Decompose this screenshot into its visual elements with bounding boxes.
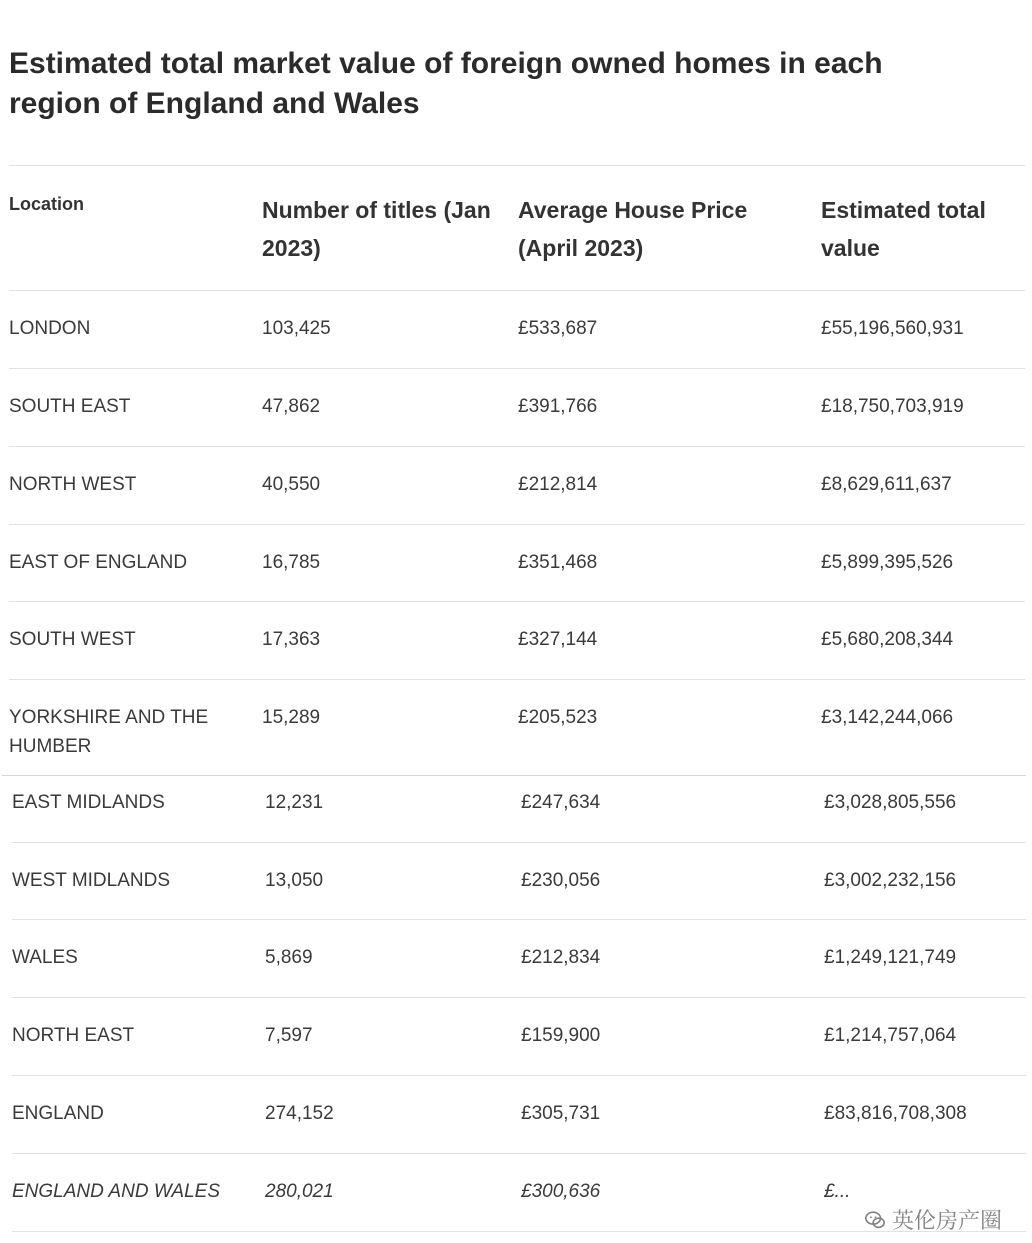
header-titles: Number of titles (Jan 2023) [262, 197, 491, 261]
cell-price: £205,523 [518, 707, 598, 728]
header-value: Estimated total value [821, 197, 986, 261]
cell-price: £305,731 [521, 1103, 601, 1124]
cell-titles: 280,021 [265, 1181, 334, 1202]
cell-price: £159,900 [521, 1025, 601, 1046]
cell-titles: 40,550 [262, 474, 321, 495]
cell-location: YORKSHIRE AND THE HUMBER [9, 707, 209, 757]
cell-value: £3,002,232,156 [824, 870, 957, 891]
watermark [864, 1204, 1002, 1235]
cell-value: £1,249,121,749 [824, 947, 957, 968]
cell-location: LONDON [9, 318, 91, 339]
row-divider [12, 1075, 1026, 1076]
cell-value: £5,680,208,344 [821, 629, 954, 650]
row-divider [9, 524, 1025, 525]
cell-value: £1,214,757,064 [824, 1025, 957, 1046]
cell-titles: 15,289 [262, 707, 321, 728]
row-divider [12, 1153, 1026, 1154]
cell-value: £3,028,805,556 [824, 792, 957, 813]
watermark-text: 英伦房产圈 [891, 1208, 1002, 1233]
row-divider [9, 446, 1025, 447]
cell-location: NORTH EAST [12, 1025, 135, 1046]
cell-location: NORTH WEST [9, 474, 137, 495]
cell-titles: 13,050 [265, 870, 324, 891]
header-location: Location [9, 194, 84, 214]
cell-location: SOUTH EAST [9, 396, 131, 417]
cell-price: £391,766 [518, 396, 598, 417]
cell-location: EAST OF ENGLAND [9, 552, 188, 573]
row-divider [12, 842, 1026, 843]
row-divider [12, 919, 1026, 920]
row-divider [2, 775, 1026, 776]
cell-price: £230,056 [521, 870, 601, 891]
cell-price: £533,687 [518, 318, 598, 339]
row-divider [9, 368, 1025, 369]
cell-titles: 103,425 [262, 318, 331, 339]
cell-titles: 12,231 [265, 792, 324, 813]
cell-location: ENGLAND AND WALES [12, 1181, 220, 1202]
row-divider [12, 997, 1026, 998]
row-divider [9, 601, 1025, 602]
header-bottom-divider [9, 290, 1025, 291]
cell-location: WEST MIDLANDS [12, 870, 171, 891]
cell-value: £83,816,708,308 [824, 1103, 967, 1124]
cell-price: £212,834 [521, 947, 601, 968]
cell-price: £300,636 [521, 1181, 601, 1202]
header-top-divider [9, 165, 1025, 166]
cell-value: £55,196,560,931 [821, 318, 964, 339]
cell-price: £212,814 [518, 474, 598, 495]
cell-price: £327,144 [518, 629, 598, 650]
cell-titles: 274,152 [265, 1103, 334, 1124]
cell-value: £18,750,703,919 [821, 396, 964, 417]
cell-value: £8,629,611,637 [821, 474, 952, 495]
cell-value: £3,142,244,066 [821, 707, 954, 728]
page-title: Estimated total market value of foreign owned homes in each region of England and Wales [9, 47, 883, 120]
cell-location: ENGLAND [12, 1103, 104, 1124]
cell-titles: 17,363 [262, 629, 321, 650]
cell-titles: 47,862 [262, 396, 321, 417]
header-price: Average House Price (April 2023) [518, 197, 748, 261]
cell-value: £... [824, 1181, 851, 1202]
row-divider [9, 679, 1025, 680]
cell-titles: 16,785 [262, 552, 321, 573]
chat-bubble-icon [864, 1209, 886, 1231]
cell-location: SOUTH WEST [9, 629, 136, 650]
cell-price: £351,468 [518, 552, 598, 573]
cell-price: £247,634 [521, 792, 601, 813]
cell-value: £5,899,395,526 [821, 552, 954, 573]
cell-titles: 5,869 [265, 947, 313, 968]
cell-location: WALES [12, 947, 78, 968]
cell-titles: 7,597 [265, 1025, 313, 1046]
cell-location: EAST MIDLANDS [12, 792, 165, 813]
